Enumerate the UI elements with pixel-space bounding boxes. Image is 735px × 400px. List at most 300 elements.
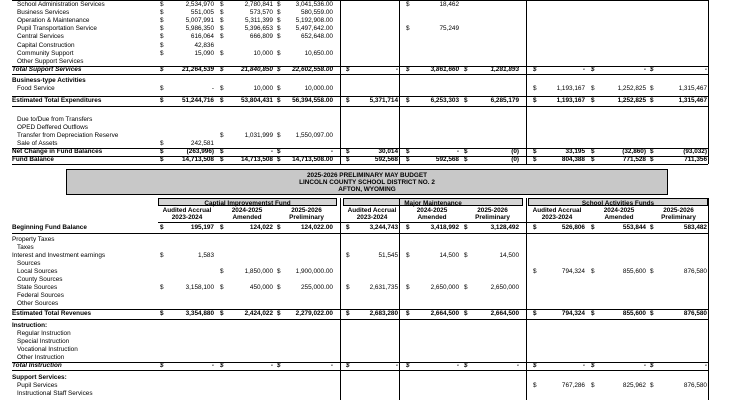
- cell-value-c2: 53,804,431: [241, 97, 273, 104]
- currency-sign: $: [533, 97, 537, 104]
- currency-sign: $: [220, 156, 224, 163]
- cell-value-c3: 14,713,508.00: [292, 156, 333, 163]
- cell-value-c2: -: [270, 148, 273, 155]
- cell-value-c5: 14,500: [439, 252, 459, 259]
- cell-value-c5: 3,418,992: [430, 224, 459, 231]
- currency-sign: $: [160, 252, 164, 259]
- currency-sign: $: [160, 85, 164, 92]
- currency-sign: $: [160, 148, 164, 155]
- cell-value-c2: 2,424,022: [244, 310, 273, 317]
- row-label: Instruction:: [12, 322, 48, 329]
- cell-value-c7: 33,195: [565, 148, 585, 155]
- table-row: [0, 66, 735, 74]
- currency-sign: $: [406, 1, 410, 8]
- row-label: Support Services:: [12, 374, 67, 381]
- column-header: Audited Accrual: [162, 207, 212, 214]
- currency-sign: $: [650, 224, 654, 231]
- cell-value-c5: 2,650,000: [430, 284, 459, 291]
- row-label: Transfer from Depreciation Reserve: [17, 132, 119, 139]
- cell-value-c3: 10,650.00: [304, 49, 333, 57]
- column-divider: [399, 0, 400, 164]
- currency-sign: $: [220, 49, 224, 57]
- table-row: [0, 33, 735, 41]
- rule-line: [12, 319, 708, 320]
- column-header: Amended: [604, 214, 634, 221]
- cell-value-c2: 124,022: [249, 224, 273, 231]
- currency-sign: $: [591, 66, 595, 73]
- currency-sign: $: [464, 148, 468, 155]
- table-row: [0, 338, 735, 346]
- cell-value-c3: -: [330, 148, 333, 155]
- currency-sign: $: [277, 156, 281, 163]
- table-row: [0, 300, 735, 308]
- cell-value-c5: 75,249: [439, 25, 459, 33]
- cell-value-c1: 51,244,716: [182, 97, 214, 104]
- cell-value-c5: -: [456, 148, 459, 155]
- currency-sign: $: [220, 268, 224, 275]
- row-label: Property Taxes: [12, 236, 55, 243]
- currency-sign: $: [277, 9, 281, 17]
- cell-value-c3: 5,192,908.00: [295, 17, 333, 25]
- cell-value-c8: (32,860): [622, 148, 646, 155]
- currency-sign: $: [160, 49, 164, 57]
- currency-sign: $: [160, 33, 164, 41]
- cell-value-c6: (0): [511, 156, 519, 163]
- cell-value-c1: 15,090: [194, 49, 214, 57]
- table-row: [0, 50, 735, 58]
- cell-value-c9: -: [704, 362, 707, 369]
- table-row: [0, 276, 735, 284]
- cell-value-c7: 526,806: [561, 224, 585, 231]
- currency-sign: $: [160, 140, 164, 147]
- currency-sign: $: [160, 284, 164, 291]
- cell-value-c2: 10,000: [253, 85, 273, 92]
- currency-sign: $: [277, 97, 281, 104]
- cell-value-c8: -: [643, 66, 646, 73]
- currency-sign: $: [346, 156, 350, 163]
- cell-value-c2: 573,570: [249, 9, 273, 17]
- currency-sign: $: [277, 148, 281, 155]
- currency-sign: $: [406, 156, 410, 163]
- currency-sign: $: [220, 310, 224, 317]
- cell-value-c1: 551,005: [190, 9, 214, 17]
- row-label: Interest and Investment earnings: [12, 252, 106, 259]
- cell-value-c7: 804,388: [561, 156, 585, 163]
- currency-sign: $: [160, 66, 164, 73]
- cell-value-c9: 1,315,467: [678, 97, 707, 104]
- cell-value-c8: 855,600: [622, 310, 646, 317]
- currency-sign: $: [220, 66, 224, 73]
- currency-sign: $: [277, 362, 281, 369]
- cell-value-c1: -: [211, 85, 214, 92]
- rule-line: [12, 370, 708, 371]
- currency-sign: $: [650, 268, 654, 275]
- row-label: Other Sources: [17, 300, 59, 307]
- currency-sign: $: [346, 310, 350, 317]
- cell-value-c5: -: [456, 362, 459, 369]
- currency-sign: $: [591, 382, 595, 389]
- cell-value-c3: 56,394,558.00: [292, 97, 333, 104]
- row-label: Community Support: [17, 49, 74, 57]
- currency-sign: $: [346, 66, 350, 73]
- table-row: [0, 284, 735, 292]
- row-label: Beginning Fund Balance: [12, 224, 87, 231]
- currency-sign: $: [346, 284, 350, 291]
- row-label: Business Services: [17, 9, 70, 17]
- table-row: [0, 85, 735, 93]
- currency-sign: $: [406, 25, 410, 33]
- cell-value-c9: 583,482: [683, 224, 707, 231]
- currency-sign: $: [464, 284, 468, 291]
- cell-value-c9: -: [704, 66, 707, 73]
- table-row: [0, 236, 735, 244]
- currency-sign: $: [220, 9, 224, 17]
- table-row: [0, 97, 735, 105]
- currency-sign: $: [650, 85, 654, 92]
- currency-sign: $: [220, 148, 224, 155]
- column-header: 2024-2025: [603, 207, 635, 214]
- table-row: [0, 322, 735, 330]
- currency-sign: $: [160, 1, 164, 8]
- cell-value-c2: 10,000: [253, 49, 273, 57]
- row-label: Federal Sources: [17, 292, 64, 299]
- table-row: [0, 354, 735, 362]
- cell-value-c1: (263,996): [186, 148, 214, 155]
- table-row: [0, 132, 735, 140]
- cell-value-c4: 30,014: [378, 148, 398, 155]
- currency-sign: $: [277, 224, 281, 231]
- currency-sign: $: [533, 85, 537, 92]
- column-header: Audited Accrual: [532, 207, 582, 214]
- cell-value-c2: 5,396,653: [244, 25, 273, 33]
- cell-value-c7: 794,324: [561, 268, 585, 275]
- table-row: [0, 390, 735, 398]
- cell-value-c3: 1,900,000.00: [295, 268, 333, 275]
- currency-sign: $: [160, 362, 164, 369]
- table-row: [0, 268, 735, 276]
- column-divider: [526, 198, 527, 400]
- currency-sign: $: [160, 9, 164, 17]
- currency-sign: $: [277, 66, 281, 73]
- table-row: [0, 9, 735, 17]
- cell-value-c1: 42,836: [194, 41, 214, 49]
- fund-header-capital: [158, 198, 337, 206]
- cell-value-c4: -: [395, 66, 398, 73]
- cell-value-c3: 22,602,558.00: [292, 66, 333, 73]
- cell-value-c3: 5,497,642.00: [295, 25, 333, 33]
- cell-value-c8: 771,528: [622, 156, 646, 163]
- currency-sign: $: [220, 132, 224, 139]
- cell-value-c1: 3,158,100: [185, 284, 214, 291]
- cell-value-c1: 14,713,508: [182, 156, 214, 163]
- row-label: Regular Instruction: [17, 330, 71, 337]
- banner-line3: AFTON, WYOMING: [338, 186, 396, 193]
- currency-sign: $: [650, 97, 654, 104]
- currency-sign: $: [277, 284, 281, 291]
- currency-sign: $: [220, 33, 224, 41]
- table-row: [0, 140, 735, 148]
- rule-line: [158, 222, 708, 223]
- currency-sign: $: [650, 362, 654, 369]
- cell-value-c4: 51,545: [378, 252, 398, 259]
- table-row: [0, 382, 735, 390]
- cell-value-c8: 855,600: [622, 268, 646, 275]
- column-divider: [340, 198, 341, 400]
- currency-sign: $: [533, 310, 537, 317]
- row-label: Estimated Total Revenues: [12, 310, 92, 317]
- row-label: Local Sources: [17, 268, 58, 275]
- currency-sign: $: [346, 362, 350, 369]
- currency-sign: $: [591, 310, 595, 317]
- currency-sign: $: [220, 362, 224, 369]
- banner-line2: LINCOLN COUNTY SCHOOL DISTRICT NO. 2: [299, 179, 435, 186]
- column-header: 2024-2025: [416, 207, 448, 214]
- table-row: [0, 310, 735, 318]
- currency-sign: $: [591, 97, 595, 104]
- row-label: Other Instruction: [17, 354, 65, 361]
- cell-value-c3: 3,041,536.00: [295, 1, 333, 8]
- cell-value-c2: 2,780,841: [244, 1, 273, 8]
- currency-sign: $: [533, 382, 537, 389]
- table-row: [0, 374, 735, 382]
- currency-sign: $: [406, 224, 410, 231]
- table-row: [0, 330, 735, 338]
- cell-value-c2: 14,713,508: [241, 156, 273, 163]
- currency-sign: $: [220, 25, 224, 33]
- budget-banner: [66, 169, 668, 195]
- currency-sign: $: [277, 49, 281, 57]
- currency-sign: $: [533, 66, 537, 73]
- row-label: Due to/Due from Transfers: [17, 116, 93, 123]
- column-header: Preliminary: [661, 214, 696, 221]
- cell-value-c9: 876,580: [683, 310, 707, 317]
- cell-value-c3: 1,550,097.00: [295, 132, 333, 139]
- column-divider: [399, 198, 400, 400]
- row-label: Estimated Total Expenditures: [12, 97, 102, 104]
- rule-line: [12, 66, 708, 67]
- table-row: [0, 1, 735, 9]
- row-label: Pupil Transportation Service: [17, 25, 97, 33]
- row-label: Instructional Staff Services: [17, 390, 93, 397]
- currency-sign: $: [533, 156, 537, 163]
- row-label: Taxes: [17, 244, 34, 251]
- cell-value-c4: 2,631,735: [369, 284, 398, 291]
- currency-sign: $: [464, 310, 468, 317]
- currency-sign: $: [160, 41, 164, 49]
- currency-sign: $: [277, 310, 281, 317]
- column-header: Audited Accrual: [347, 207, 397, 214]
- cell-value-c4: 592,568: [374, 156, 398, 163]
- table-row: [0, 124, 735, 132]
- cell-value-c4: 5,371,714: [369, 97, 398, 104]
- fund-title-major: Major Maintenance: [404, 199, 462, 207]
- row-label: Special Instruction: [17, 338, 70, 345]
- currency-sign: $: [406, 148, 410, 155]
- rule-line: [12, 233, 708, 234]
- currency-sign: $: [406, 97, 410, 104]
- table-row: [0, 362, 735, 370]
- fund-header-major: [343, 198, 523, 206]
- cell-value-c1: 195,197: [190, 224, 214, 231]
- cell-value-c9: (93,032): [683, 148, 707, 155]
- currency-sign: $: [277, 1, 281, 8]
- currency-sign: $: [464, 252, 468, 259]
- currency-sign: $: [406, 284, 410, 291]
- currency-sign: $: [464, 97, 468, 104]
- table-row: [0, 346, 735, 354]
- currency-sign: $: [220, 284, 224, 291]
- row-label: Vocational Instruction: [17, 346, 78, 353]
- cell-value-c9: 876,580: [683, 268, 707, 275]
- cell-value-c2: 5,311,399: [245, 17, 273, 25]
- currency-sign: $: [406, 310, 410, 317]
- cell-value-c2: 1,031,999: [244, 132, 273, 139]
- cell-value-c3: 580,559.00: [301, 9, 333, 17]
- cell-value-c6: 2,650,000: [490, 284, 519, 291]
- cell-value-c3: 2,279,022.00: [295, 310, 333, 317]
- row-label: School Administration Services: [17, 1, 105, 8]
- table-row: [0, 42, 735, 50]
- cell-value-c6: 2,664,500: [490, 310, 519, 317]
- rule-line: [12, 106, 708, 107]
- table-row: [0, 148, 735, 156]
- row-label: Net Change in Fund Balances: [12, 148, 103, 155]
- cell-value-c1: 5,986,350: [185, 25, 214, 33]
- cell-value-c8: 1,252,825: [617, 97, 646, 104]
- cell-value-c1: 1,583: [198, 252, 214, 259]
- row-label: Fund Balance: [12, 156, 54, 163]
- cell-value-c2: 666,809: [249, 33, 273, 41]
- column-header: 2025-2026: [663, 207, 694, 214]
- currency-sign: $: [346, 252, 350, 259]
- currency-sign: $: [533, 148, 537, 155]
- cell-value-c3: -: [330, 362, 333, 369]
- currency-sign: $: [160, 25, 164, 33]
- cell-value-c6: 6,285,179: [490, 97, 519, 104]
- currency-sign: $: [464, 224, 468, 231]
- currency-sign: $: [591, 224, 595, 231]
- currency-sign: $: [277, 33, 281, 41]
- cell-value-c2: 1,850,000: [244, 268, 273, 275]
- row-label: Sources: [17, 260, 41, 267]
- fund-title-capital: Captial Improvementst Fund: [204, 199, 291, 207]
- row-label: Operation & Maintenance: [17, 17, 90, 25]
- table-row: [0, 156, 735, 164]
- cell-value-c6: -: [516, 362, 519, 369]
- row-label: Capital Construction: [17, 41, 75, 49]
- currency-sign: $: [591, 148, 595, 155]
- row-label: Business-type Activities: [12, 77, 86, 84]
- row-label: Sale of Assets: [17, 140, 58, 147]
- currency-sign: $: [160, 310, 164, 317]
- currency-sign: $: [650, 148, 654, 155]
- table-row: [0, 244, 735, 252]
- currency-sign: $: [591, 156, 595, 163]
- cell-value-c7: 767,286: [561, 382, 585, 389]
- cell-value-c5: 6,253,303: [430, 97, 459, 104]
- column-header: Amended: [232, 214, 262, 221]
- cell-value-c9: 711,356: [684, 156, 707, 163]
- column-header: Preliminary: [289, 214, 324, 221]
- currency-sign: $: [160, 97, 164, 104]
- cell-value-c7: 1,193,167: [556, 85, 585, 92]
- currency-sign: $: [591, 268, 595, 275]
- cell-value-c5: 2,664,500: [430, 310, 459, 317]
- table-row: [0, 25, 735, 33]
- cell-value-c5: 3,861,660: [430, 66, 459, 73]
- cell-value-c7: 794,324: [561, 310, 585, 317]
- row-label: Central Services: [17, 33, 64, 41]
- currency-sign: $: [160, 224, 164, 231]
- currency-sign: $: [591, 85, 595, 92]
- currency-sign: $: [533, 362, 537, 369]
- row-label: Total Support Services: [12, 66, 82, 73]
- currency-sign: $: [650, 382, 654, 389]
- currency-sign: $: [220, 85, 224, 92]
- currency-sign: $: [650, 156, 654, 163]
- column-header: 2025-2026: [291, 207, 322, 214]
- currency-sign: $: [464, 66, 468, 73]
- currency-sign: $: [533, 224, 537, 231]
- table-row: [0, 116, 735, 124]
- table-row: [0, 224, 735, 232]
- currency-sign: $: [220, 17, 224, 25]
- cell-value-c1: 616,064: [190, 33, 214, 41]
- column-divider: [526, 0, 527, 164]
- currency-sign: $: [277, 25, 281, 33]
- cell-value-c8: -: [643, 362, 646, 369]
- table-row: [0, 77, 735, 85]
- cell-value-c2: -: [270, 362, 273, 369]
- cell-value-c4: 2,683,280: [369, 310, 398, 317]
- cell-value-c7: 1,193,167: [556, 97, 585, 104]
- table-row: [0, 58, 735, 66]
- cell-value-c6: (0): [511, 148, 519, 155]
- currency-sign: $: [220, 224, 224, 231]
- cell-value-c3: 10,000.00: [304, 85, 333, 92]
- cell-value-c6: 3,128,492: [490, 224, 519, 231]
- cell-value-c1: 3,354,880: [185, 310, 214, 317]
- cell-value-c1: 5,007,991: [185, 17, 214, 25]
- cell-value-c9: 876,580: [683, 382, 707, 389]
- column-header: Amended: [417, 214, 447, 221]
- column-header: 2023-2024: [356, 214, 388, 221]
- currency-sign: $: [160, 156, 164, 163]
- currency-sign: $: [650, 310, 654, 317]
- cell-value-c3: 255,000.00: [301, 284, 333, 291]
- row-label: Total Instruction: [12, 362, 62, 369]
- currency-sign: $: [160, 17, 164, 25]
- cell-value-c7: -: [582, 362, 585, 369]
- column-header: 2024-2025: [231, 207, 263, 214]
- row-label: County Sources: [17, 276, 63, 283]
- cell-value-c8: 1,252,825: [617, 85, 646, 92]
- column-header: 2025-2026: [477, 207, 508, 214]
- cell-value-c6: 14,500: [499, 252, 519, 259]
- currency-sign: $: [220, 97, 224, 104]
- currency-sign: $: [406, 362, 410, 369]
- column-header: 2023-2024: [541, 214, 573, 221]
- currency-sign: $: [277, 17, 281, 25]
- row-label: Pupil Services: [17, 382, 58, 389]
- currency-sign: $: [346, 148, 350, 155]
- table-row: [0, 252, 735, 260]
- column-divider: [708, 0, 709, 164]
- row-label: OPED Deffered Outflows: [17, 124, 88, 131]
- cell-value-c1: 21,264,539: [182, 66, 214, 73]
- row-label: State Sources: [17, 284, 58, 291]
- cell-value-c6: 1,281,893: [490, 66, 519, 73]
